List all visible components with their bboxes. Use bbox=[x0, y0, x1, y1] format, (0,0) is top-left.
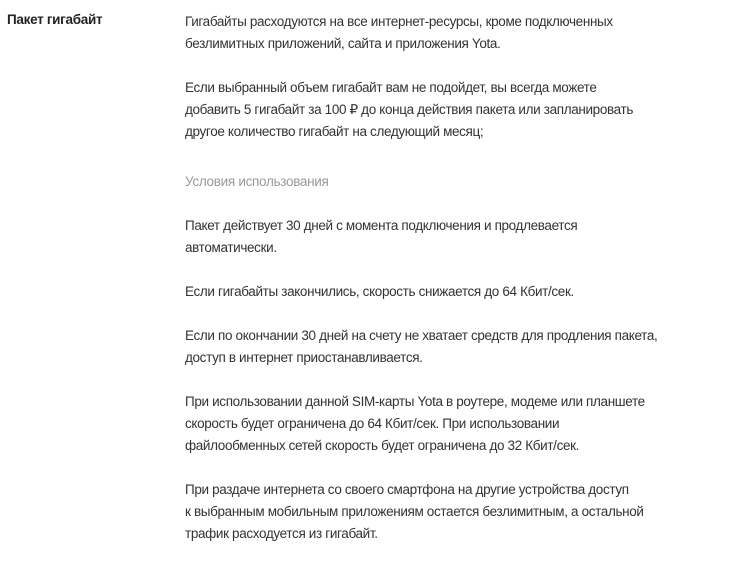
conditions-paragraphs bbox=[185, 215, 735, 545]
conditions-heading: Условия использования bbox=[185, 174, 329, 189]
text-line: скорость будет ограничена до 64 Кбит/сек. При использовании bbox=[185, 416, 560, 431]
condition-paragraph bbox=[185, 391, 735, 457]
text-line: трафик расходуется из гигабайт. bbox=[185, 526, 378, 541]
condition-paragraph bbox=[185, 325, 735, 369]
intro-paragraph bbox=[185, 77, 735, 143]
text-line: Гигабайты расходуются на все интернет-ресурсы, кроме подключенных bbox=[185, 14, 613, 29]
section-content bbox=[185, 11, 735, 567]
text-line: При раздаче интернета со своего смартфона на другие устройства доступ bbox=[185, 482, 629, 497]
text-line: другое количество гигабайт на следующий месяц; bbox=[185, 124, 484, 139]
text-line: Если гигабайты закончились, скорость снижается до 64 Кбит/сек. bbox=[185, 284, 574, 299]
text-line: доступ в интернет приостанавливается. bbox=[185, 350, 423, 365]
text-line: При использовании данной SIM-карты Yota в роутере, модеме или планшете bbox=[185, 394, 645, 409]
text-line: добавить 5 гигабайт за 100 ₽ до конца действия пакета или запланировать bbox=[185, 102, 634, 117]
text-line: Если по окончании 30 дней на счету не хватает средств для продления пакета, bbox=[185, 328, 658, 343]
condition-paragraph bbox=[185, 479, 735, 545]
section-label: Пакет гигабайт bbox=[7, 12, 103, 27]
condition-paragraph bbox=[185, 281, 735, 303]
condition-paragraph bbox=[185, 215, 735, 259]
intro-paragraphs bbox=[185, 11, 735, 143]
text-line: Пакет действует 30 дней с момента подключения и продлевается bbox=[185, 218, 578, 233]
intro-paragraph bbox=[185, 11, 735, 55]
text-line: к выбранным мобильным приложениям остается безлимитным, а остальной bbox=[185, 504, 644, 519]
text-line: файлообменных сетей скорость будет ограничена до 32 Кбит/сек. bbox=[185, 438, 580, 453]
text-line: автоматически. bbox=[185, 240, 277, 255]
text-line: Если выбранный объем гигабайт вам не подойдет, вы всегда можете bbox=[185, 80, 597, 95]
text-line: безлимитных приложений, сайта и приложения Yota. bbox=[185, 36, 501, 51]
